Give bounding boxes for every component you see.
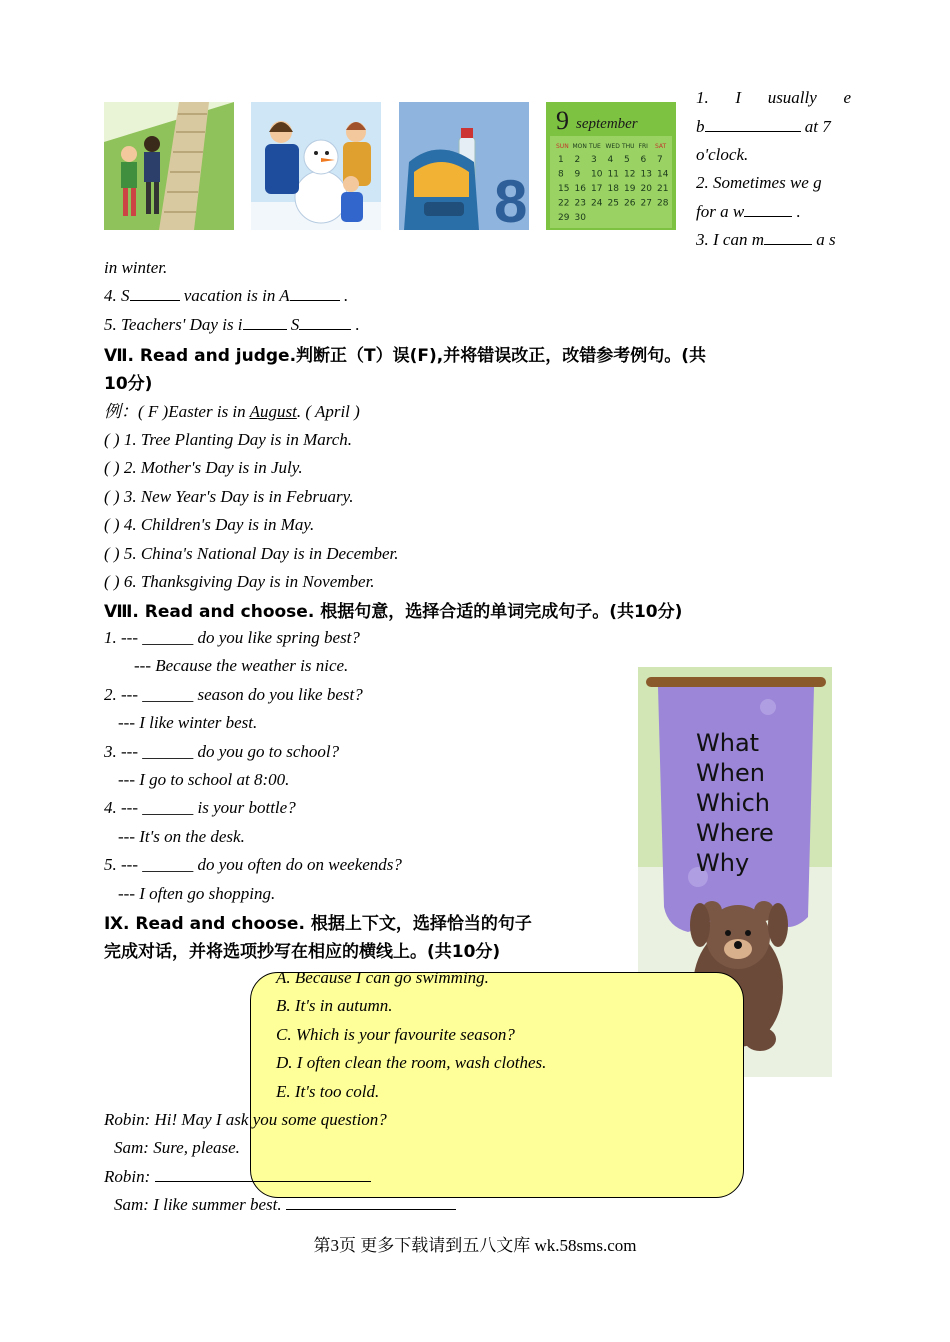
calendar-date: 14 <box>657 169 669 180</box>
q6-2-line-a: 2. Sometimes we g <box>696 173 822 192</box>
option-item: C. Which is your favourite season? <box>276 1024 515 1044</box>
judge-item: ( ) 1. Tree Planting Day is in March. <box>104 430 353 449</box>
judge-item: ( ) 6. Thanksgiving Day is in November. <box>104 572 375 591</box>
snowman-picture <box>251 102 381 230</box>
judge-item: ( ) 5. China's National Day is in December. <box>104 543 399 563</box>
dialog-text: Sam: I like summer best. <box>114 1195 286 1215</box>
choose-question: 5. --- ______ do you often do on weekends? <box>104 855 402 875</box>
option-item: B. It's in autumn. <box>276 996 393 1016</box>
q6-1-line-c: o'clock. <box>696 145 749 164</box>
calendar-date: 29 <box>558 213 570 223</box>
backpack-picture <box>399 102 529 230</box>
calendar-date: 23 <box>574 198 586 209</box>
calendar-date: 6 <box>640 155 647 165</box>
answer-blank[interactable] <box>764 228 812 245</box>
banner-word: When <box>696 759 765 787</box>
calendar-date: 5 <box>624 155 630 165</box>
calendar-date: 21 <box>657 184 669 194</box>
dialog-line <box>114 1134 240 1162</box>
judge-item: ( ) 2. Mother's Day is in July. <box>104 458 303 478</box>
q6-3-line-a: 3. I can m a s <box>696 230 836 249</box>
calendar-day-header: FRI <box>638 143 648 150</box>
dialog-text: Sam: Sure, please. <box>114 1138 240 1158</box>
banner-word: Which <box>696 789 771 817</box>
calendar-date: 8 <box>558 169 564 180</box>
choose-answer: --- It's on the desk. <box>118 826 245 846</box>
dialog-answer-blank[interactable] <box>286 1193 456 1210</box>
option-item: A. Because I can go swimming. <box>276 968 489 987</box>
calendar-day-header: THU <box>622 143 635 150</box>
calendar-date: 26 <box>624 198 636 209</box>
calendar-icon <box>546 102 676 230</box>
hiking-icon <box>104 102 234 230</box>
dialog-line <box>114 1191 456 1219</box>
choose-question: 3. --- ______ do you go to school? <box>104 741 340 761</box>
calendar-date: 2 <box>574 155 581 165</box>
calendar-date: 12 <box>624 169 636 180</box>
calendar-date: 9 <box>574 169 581 180</box>
q6-2-line-b: for a w . <box>696 202 801 221</box>
banner-word: What <box>696 729 760 757</box>
dialog-text: Robin: <box>104 1166 155 1186</box>
banner-word: Why <box>696 849 750 877</box>
q6-1-line-b: b at 7 <box>696 117 831 136</box>
calendar-date: 16 <box>574 184 586 194</box>
calendar-date: 10 <box>591 169 603 180</box>
calendar-month-name: september <box>576 116 638 132</box>
calendar-day-header: SUN <box>556 143 569 150</box>
choose-answer: --- Because the weather is nice. <box>134 656 349 676</box>
choose-question: 1. --- ______ do you like spring best? <box>104 628 360 647</box>
section8-title: Ⅷ. Read and choose. 根据句意，选择合适的单词完成句子。(共10分) <box>104 602 683 622</box>
calendar-day-header: SAT <box>655 143 667 150</box>
section9-title: Ⅸ. Read and choose. 根据上下文，选择恰当的句子 <box>104 914 532 934</box>
calendar-date: 3 <box>591 155 597 165</box>
banner-word: Where <box>696 819 774 847</box>
page-footer: 第3页 更多下载请到五八文库 wk.58sms.com <box>313 1236 637 1255</box>
calendar-date: 24 <box>591 198 603 209</box>
q6-3-line-b: in winter. <box>104 258 168 277</box>
calendar-date: 18 <box>607 184 619 194</box>
answer-blank[interactable] <box>130 284 180 301</box>
choose-answer: --- I like winter best. <box>118 713 258 733</box>
calendar-day-header: MON <box>572 143 587 150</box>
calendar-date: 17 <box>591 184 603 194</box>
calendar-date: 20 <box>640 184 652 194</box>
section7-title: Ⅶ. Read and judge.判断正（T）误(F),并将错误改正，改错参考例句。(共 <box>104 346 707 366</box>
calendar-date: 22 <box>558 198 570 209</box>
choose-answer: --- I go to school at 8:00. <box>118 770 290 789</box>
calendar-day-header: TUE <box>589 143 601 150</box>
q6-4: 4. S vacation is in A . <box>104 286 349 305</box>
calendar-date: 30 <box>574 213 586 223</box>
answer-blank[interactable] <box>744 200 792 217</box>
option-item: D. I often clean the room, wash clothes. <box>276 1053 547 1073</box>
backpack-icon <box>399 102 529 230</box>
dialog-line <box>104 1106 387 1134</box>
section7-title-cont: 10分) <box>104 374 153 394</box>
calendar-month-number: 9 <box>556 106 569 135</box>
section7-example: 例：( F )Easter is in August. ( April ) <box>104 402 360 421</box>
hiking-picture <box>104 102 234 230</box>
calendar-date: 28 <box>657 198 669 209</box>
dialog-text: Robin: Hi! May I ask you some question? <box>104 1110 387 1129</box>
svg-text:8: 8 <box>494 168 528 230</box>
q6-5: 5. Teachers' Day is i S . <box>104 315 360 334</box>
section9-title-cont: 完成对话，并将选项抄写在相应的横线上。(共10分) <box>104 942 501 962</box>
calendar-picture <box>546 102 676 230</box>
dialog-line <box>104 1163 371 1191</box>
answer-blank[interactable] <box>299 313 351 330</box>
calendar-date: 19 <box>624 184 636 194</box>
calendar-date: 7 <box>657 155 663 165</box>
judge-item: ( ) 4. Children's Day is in May. <box>104 515 315 535</box>
answer-blank[interactable] <box>705 115 801 132</box>
answer-blank[interactable] <box>243 313 287 330</box>
calendar-date: 13 <box>640 169 652 180</box>
calendar-date: 25 <box>607 198 619 209</box>
calendar-date: 27 <box>640 198 652 209</box>
q6-1-line-a: 1. I usually e <box>696 88 851 107</box>
calendar-date: 15 <box>558 184 570 194</box>
choose-question: 4. --- ______ is your bottle? <box>104 798 296 818</box>
calendar-date: 4 <box>607 155 614 165</box>
choose-question: 2. --- ______ season do you like best? <box>104 684 363 704</box>
calendar-date: 11 <box>607 169 619 180</box>
snowman-icon <box>251 102 381 230</box>
choose-answer: --- I often go shopping. <box>118 883 276 903</box>
dialog-answer-blank[interactable] <box>155 1165 371 1182</box>
calendar-day-header: WED <box>605 143 620 150</box>
option-item: E. It's too cold. <box>276 1081 380 1101</box>
judge-item: ( ) 3. New Year's Day is in February. <box>104 486 354 506</box>
answer-blank[interactable] <box>290 284 340 301</box>
calendar-date: 1 <box>558 155 564 165</box>
